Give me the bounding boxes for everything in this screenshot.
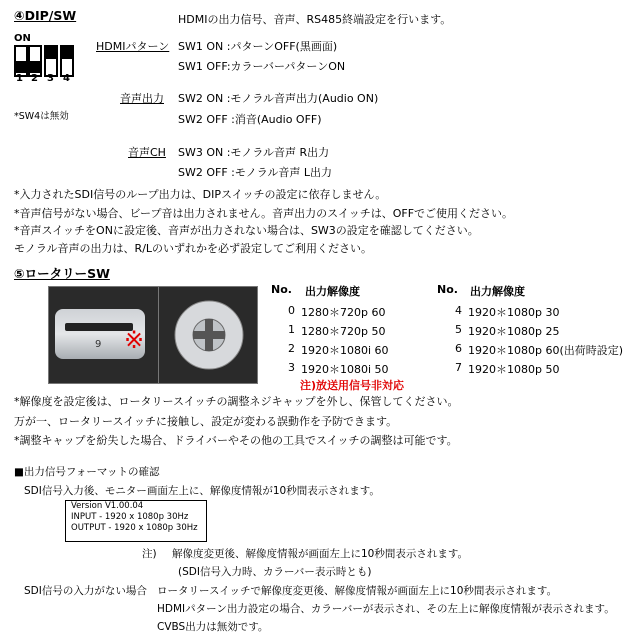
table-right-no-4: 4 [455,304,462,317]
section4-note-3: *音声スイッチをONに設定後、音声が出力されない場合は、SW3の設定を確認してください。 [14,224,479,237]
table-right-res-6: 1920＊1080p 60(出荷時設定) [468,344,624,357]
section4-intro: HDMIの出力信号、音声、RS485終端設定を行います。 [178,13,452,26]
group-hdmi-label: HDMIパターン [96,40,170,53]
group-hdmi-row-2: SW1 OFF:カラーバーパターンON [178,60,346,73]
group-audio-row-1: SW2 ON :モノラル音声出力(Audio ON) [178,92,379,105]
group-audioch-row-2: SW2 OFF :モノラル音声 L出力 [178,166,333,179]
dip-switch-diagram [14,33,76,85]
section4-note-4: モノラル音声の出力は、R/Lのいずれかを必ず設定してご利用ください。 [14,242,373,255]
table-left-res-0: 1280＊720p 60 [301,306,386,319]
table-left-no-2: 2 [288,342,295,355]
format-note-label: 注) [142,548,157,560]
cvbs-text: CVBS出力は無効です。 [157,621,269,633]
rotary-switch-photo-dial [158,286,258,384]
sw4-note: *SW4は無効 [14,111,69,122]
dip-knob-3 [46,47,56,59]
table-header-no-right: No. [437,283,458,296]
table-right-res-5: 1920＊1080p 25 [468,325,560,338]
nosignal-label: SDI信号の入力がない場合 [24,585,147,597]
rotary-dial-graphic [159,287,257,383]
version-info-box [65,500,207,542]
table-right-res-4: 1920＊1080p 30 [468,306,560,319]
rotary-switch-photo-capped [48,286,162,384]
section5-note-3: *調整キャップを紛失した場合、ドライバーやその他の工具でスイッチの調整は可能です。 [14,434,458,447]
section5-note-1: *解像度を設定後は、ロータリースイッチの調整ネジキャップを外し、保管してください。 [14,395,459,408]
cap-digit: 9 [95,339,102,350]
table-left-no-0: 0 [288,304,295,317]
dip-num-1: 1 [16,73,23,84]
dip-num-4: 4 [63,73,70,84]
table-left-res-3: 1920＊1080i 50 [301,363,389,376]
group-audioch-row-1: SW3 ON :モノラル音声 R出力 [178,146,330,159]
section4-note-2: *音声信号がない場合、ビープ音は出力されません。音声出力のスイッチは、OFFでご使用ください。 [14,207,514,220]
section5-note-2: 万が一、ロータリースイッチに接触し、設定が変わる誤動作を予防できます。 [14,415,398,428]
dip-knob-1 [16,61,26,73]
format-line-1: SDI信号入力後、モニター画面左上に、解像度情報が10秒間表示されます。 [24,485,380,497]
table-left-no-3: 3 [288,361,295,374]
dip-knob-4 [62,47,72,59]
dip-num-2: 2 [31,73,38,84]
format-note-1: 解像度変更後、解像度情報が画面左上に10秒間表示されます。 [172,548,469,560]
nosignal-text: ロータリースイッチで解像度変更後、解像度情報が画面左上に10秒間表示されます。 [157,585,558,597]
output-line: OUTPUT - 1920 x 1080p 30Hz [71,523,198,533]
section4-title: ④DIP/SW [14,8,77,23]
section4-note-1: *入力されたSDI信号のループ出力は、DIPスイッチの設定に依存しません。 [14,188,387,201]
section5-title: ⑤ロータリーSW [14,266,110,281]
cross-mark: ※ [124,326,145,354]
group-audioch-label: 音声CH [128,146,166,159]
group-audio-label: 音声出力 [120,92,164,105]
format-title: ■出力信号フォーマットの確認 [14,466,160,478]
format-note-2: (SDI信号入力時、カラーバー表示時とも) [178,566,372,578]
input-line: INPUT - 1920 x 1080p 30Hz [71,512,189,522]
table-right-no-6: 6 [455,342,462,355]
dip-knob-2 [30,61,40,73]
table-broadcast-note: 注)放送用信号非対応 [300,379,405,392]
table-left-no-1: 1 [288,323,295,336]
group-audio-row-2: SW2 OFF :消音(Audio OFF) [178,113,322,126]
cap-slot [65,323,133,331]
table-header-no-left: No. [271,283,292,296]
dip-num-3: 3 [47,73,54,84]
hdmi-text: HDMIパターン出力設定の場合、カラーバーが表示され、その左上に解像度情報が表示されます。 [157,603,615,615]
table-right-no-7: 7 [455,361,462,374]
version-line: Version V1.00.04 [71,501,144,511]
table-right-no-5: 5 [455,323,462,336]
table-right-res-7: 1920＊1080p 50 [468,363,560,376]
table-header-res-right: 出力解像度 [470,285,525,298]
table-left-res-2: 1920＊1080i 60 [301,344,389,357]
table-header-res-left: 出力解像度 [305,285,360,298]
dip-on-label: ON [14,33,31,44]
table-left-res-1: 1280＊720p 50 [301,325,386,338]
group-hdmi-row-1: SW1 ON :パターンOFF(黒画面) [178,40,338,53]
